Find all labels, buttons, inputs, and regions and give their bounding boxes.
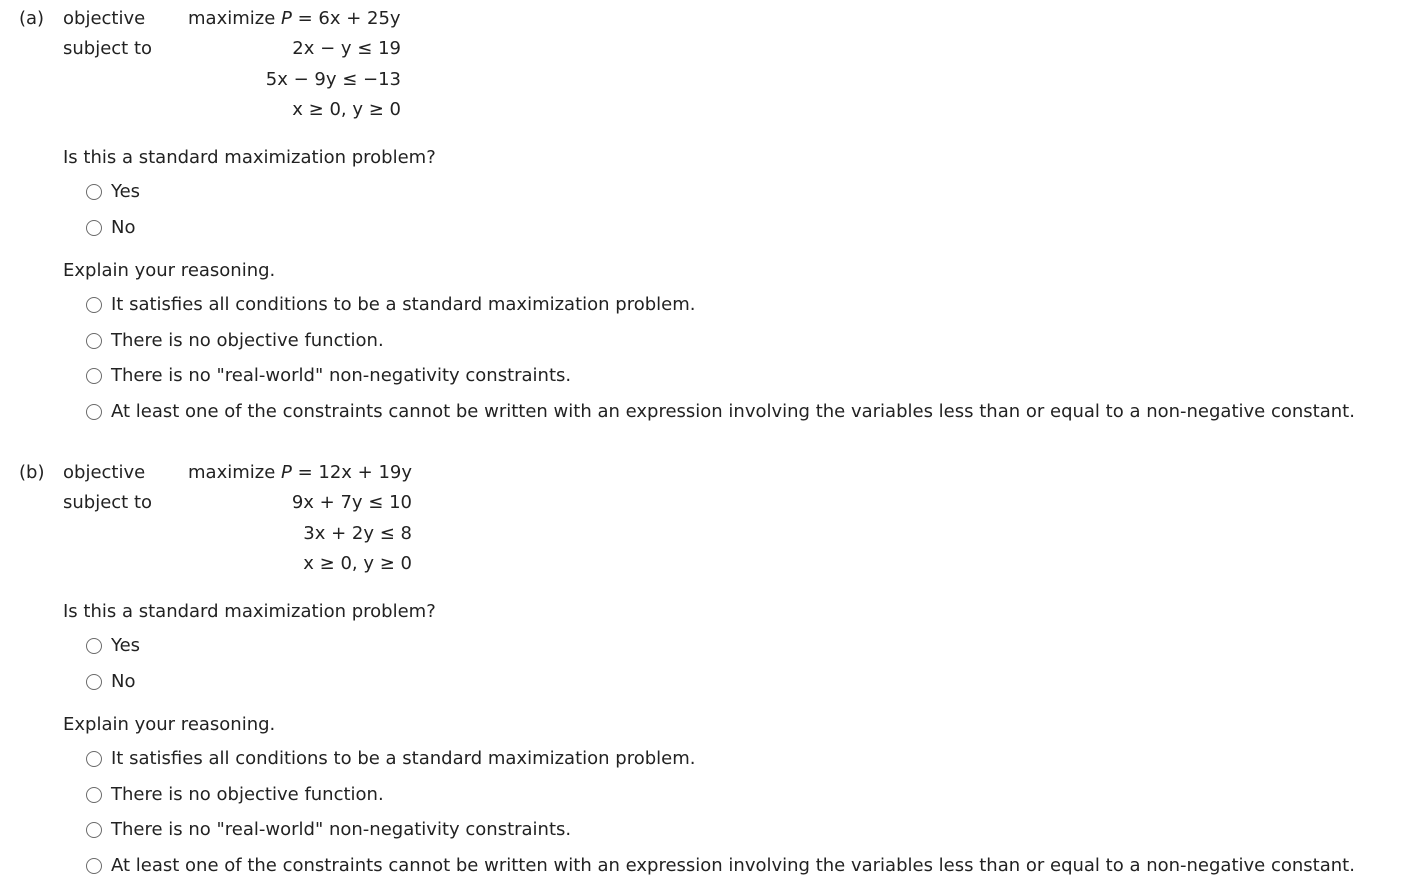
objective-function: maximize P = 12x + 19y — [188, 462, 413, 483]
reason-option-1[interactable]: It satisfies all conditions to be a standard maximization problem. — [86, 748, 695, 770]
radio-button[interactable] — [86, 404, 102, 420]
radio-button[interactable] — [86, 333, 102, 349]
constraint-2: 5x − 9y ≤ −13 — [265, 69, 401, 90]
radio-button[interactable] — [86, 368, 102, 384]
part-label: (a) — [19, 8, 45, 29]
explain-prompt: Explain your reasoning. — [63, 714, 276, 735]
nonnegativity-constraint: x ≥ 0, y ≥ 0 — [303, 553, 412, 574]
radio-button[interactable] — [86, 751, 102, 767]
radio-option-yes[interactable]: Yes — [86, 635, 140, 657]
reason-option-4[interactable]: At least one of the constraints cannot be written with an expression involving the variables less than or equal to a non-negative constant. — [86, 855, 1355, 877]
standard-question: Is this a standard maximization problem? — [63, 147, 436, 168]
radio-button[interactable] — [86, 184, 102, 200]
objective-label: objective — [63, 462, 146, 483]
reason-option-3[interactable]: There is no "real-world" non-negativity constraints. — [86, 365, 571, 387]
part-label: (b) — [19, 462, 45, 483]
radio-button[interactable] — [86, 674, 102, 690]
radio-button[interactable] — [86, 297, 102, 313]
radio-option-yes[interactable]: Yes — [86, 181, 140, 203]
constraint-2: 3x + 2y ≤ 8 — [303, 523, 412, 544]
constraint-1: 2x − y ≤ 19 — [292, 38, 401, 59]
standard-question: Is this a standard maximization problem? — [63, 601, 436, 622]
objective-label: objective — [63, 8, 146, 29]
nonnegativity-constraint: x ≥ 0, y ≥ 0 — [292, 99, 401, 120]
radio-button[interactable] — [86, 638, 102, 654]
objective-function: maximize P = 6x + 25y — [188, 8, 401, 29]
radio-button[interactable] — [86, 822, 102, 838]
radio-button[interactable] — [86, 787, 102, 803]
explain-prompt: Explain your reasoning. — [63, 260, 276, 281]
radio-option-no[interactable]: No — [86, 217, 135, 239]
subject-to-label: subject to — [63, 38, 153, 59]
radio-option-no[interactable]: No — [86, 671, 135, 693]
constraint-1: 9x + 7y ≤ 10 — [291, 492, 412, 513]
radio-button[interactable] — [86, 858, 102, 874]
reason-option-1[interactable]: It satisfies all conditions to be a standard maximization problem. — [86, 294, 695, 316]
reason-option-3[interactable]: There is no "real-world" non-negativity constraints. — [86, 819, 571, 841]
radio-button[interactable] — [86, 220, 102, 236]
reason-option-2[interactable]: There is no objective function. — [86, 784, 384, 806]
reason-option-2[interactable]: There is no objective function. — [86, 330, 384, 352]
reason-option-4[interactable]: At least one of the constraints cannot be written with an expression involving the variables less than or equal to a non-negative constant. — [86, 401, 1355, 423]
subject-to-label: subject to — [63, 492, 153, 513]
